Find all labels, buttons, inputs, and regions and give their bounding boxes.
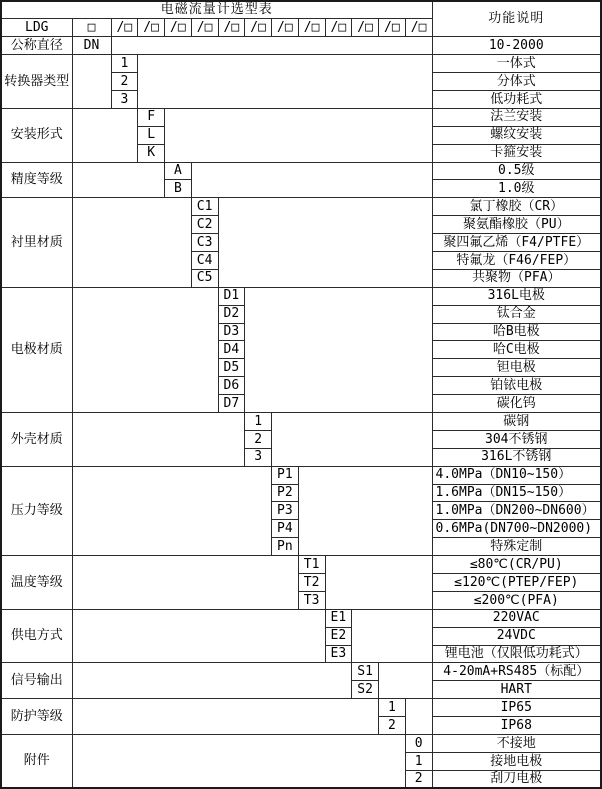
desc-cell: IP65 xyxy=(432,699,601,717)
code-cell: T2 xyxy=(298,574,325,592)
desc-cell: 氯丁橡胶（CR） xyxy=(432,198,601,216)
desc-cell: 10-2000 xyxy=(432,37,601,55)
spacer-cell xyxy=(72,412,245,466)
code-cell: 0 xyxy=(405,735,432,753)
code-cell: C3 xyxy=(191,234,218,252)
code-slot: /□ xyxy=(352,19,379,37)
desc-cell: 碳化钨 xyxy=(432,395,601,413)
desc-cell: ≤120℃(PTEP/FEP) xyxy=(432,574,601,592)
desc-cell: 法兰安装 xyxy=(432,108,601,126)
code-cell: K xyxy=(138,144,165,162)
code-cell: Pn xyxy=(272,538,299,556)
code-slot: /□ xyxy=(405,19,432,37)
desc-cell: 碳钢 xyxy=(432,412,601,430)
desc-cell: 1.0MPa（DN200~DN600） xyxy=(432,502,601,520)
group-label-nominal-diameter: 公称直径 xyxy=(1,37,72,55)
code-cell: P4 xyxy=(272,520,299,538)
code-cell: A xyxy=(165,162,192,180)
function-column-header: 功能说明 xyxy=(432,1,601,37)
desc-cell: 0.6MPa(DN700~DN2000) xyxy=(432,520,601,538)
desc-cell: 316L电极 xyxy=(432,287,601,305)
spacer-cell xyxy=(218,198,432,287)
desc-cell: 4.0MPa（DN10~150） xyxy=(432,466,601,484)
code-cell: 1 xyxy=(405,752,432,770)
desc-cell: 聚氨酯橡胶（PU） xyxy=(432,216,601,234)
code-cell: S1 xyxy=(352,663,379,681)
code-cell: C1 xyxy=(191,198,218,216)
spacer-cell xyxy=(72,466,272,555)
desc-cell: 316L不锈钢 xyxy=(432,448,601,466)
group-label-lining: 衬里材质 xyxy=(1,198,72,287)
code-cell: T3 xyxy=(298,591,325,609)
desc-cell: 1.6MPa（DN15~150） xyxy=(432,484,601,502)
code-slot: /□ xyxy=(165,19,192,37)
spacer-cell xyxy=(72,198,191,287)
group-label-pressure: 压力等级 xyxy=(1,466,72,555)
group-label-protection: 防护等级 xyxy=(1,699,72,735)
desc-cell: 哈B电极 xyxy=(432,323,601,341)
code-slot: /□ xyxy=(325,19,352,37)
code-slot: /□ xyxy=(138,19,165,37)
spacer-cell xyxy=(272,412,433,466)
code-cell: 2 xyxy=(111,73,138,91)
desc-cell: 24VDC xyxy=(432,627,601,645)
desc-cell: 1.0级 xyxy=(432,180,601,198)
code-cell: D7 xyxy=(218,395,245,413)
desc-cell: ≤80℃(CR/PU) xyxy=(432,556,601,574)
desc-cell: 分体式 xyxy=(432,73,601,91)
spacer-cell xyxy=(111,37,432,55)
code-cell: 2 xyxy=(245,430,272,448)
code-cell: P2 xyxy=(272,484,299,502)
spacer-cell xyxy=(352,609,432,663)
group-label-accuracy: 精度等级 xyxy=(1,162,72,198)
code-cell: C4 xyxy=(191,251,218,269)
code-slot: /□ xyxy=(218,19,245,37)
code-cell: 3 xyxy=(245,448,272,466)
desc-cell: 不接地 xyxy=(432,735,601,753)
code-cell: E3 xyxy=(325,645,352,663)
desc-cell: 一体式 xyxy=(432,55,601,73)
dn-code-slot: □ xyxy=(72,19,111,37)
spacer-cell xyxy=(72,735,405,789)
code-cell: 3 xyxy=(111,90,138,108)
desc-cell: 特殊定制 xyxy=(432,538,601,556)
spacer-cell xyxy=(298,466,432,555)
code-cell: P1 xyxy=(272,466,299,484)
desc-cell: 特氟龙（F46/FEP） xyxy=(432,251,601,269)
table-title: 电磁流量计选型表 xyxy=(1,1,432,19)
code-slot: /□ xyxy=(245,19,272,37)
desc-cell: 螺纹安装 xyxy=(432,126,601,144)
code-cell: D1 xyxy=(218,287,245,305)
desc-cell: 304不锈钢 xyxy=(432,430,601,448)
code-cell: D2 xyxy=(218,305,245,323)
code-slot: /□ xyxy=(191,19,218,37)
spacer-cell xyxy=(138,55,432,109)
desc-cell: HART xyxy=(432,681,601,699)
spacer-cell xyxy=(245,287,432,412)
code-cell: C5 xyxy=(191,269,218,287)
desc-cell: ≤200℃(PFA) xyxy=(432,591,601,609)
desc-cell: 哈C电极 xyxy=(432,341,601,359)
code-slot: /□ xyxy=(272,19,299,37)
desc-cell: 铂铱电极 xyxy=(432,377,601,395)
desc-cell: 钽电极 xyxy=(432,359,601,377)
desc-cell: 刮刀电极 xyxy=(432,770,601,788)
group-label-housing: 外壳材质 xyxy=(1,412,72,466)
desc-cell: 锂电池（仅限低功耗式） xyxy=(432,645,601,663)
code-cell: 1 xyxy=(111,55,138,73)
code-cell: D3 xyxy=(218,323,245,341)
group-label-accessories: 附件 xyxy=(1,735,72,789)
spacer-cell xyxy=(72,699,379,735)
code-cell: C2 xyxy=(191,216,218,234)
code-cell: T1 xyxy=(298,556,325,574)
code-cell: 2 xyxy=(379,717,406,735)
desc-cell: 4-20mA+RS485（标配） xyxy=(432,663,601,681)
spacer-cell xyxy=(72,287,218,412)
desc-cell: 聚四氟乙烯（F4/PTFE） xyxy=(432,234,601,252)
spacer-cell xyxy=(165,108,433,162)
code-cell: B xyxy=(165,180,192,198)
code-slot: /□ xyxy=(111,19,138,37)
spacer-cell xyxy=(379,663,433,699)
spacer-cell xyxy=(72,556,298,610)
group-label-power-supply: 供电方式 xyxy=(1,609,72,663)
desc-cell: IP68 xyxy=(432,717,601,735)
code-slot: /□ xyxy=(298,19,325,37)
model-prefix: LDG xyxy=(1,19,72,37)
spacer-cell xyxy=(72,609,325,663)
code-cell: S2 xyxy=(352,681,379,699)
code-cell: 1 xyxy=(245,412,272,430)
group-label-installation: 安装形式 xyxy=(1,108,72,162)
code-cell: D5 xyxy=(218,359,245,377)
desc-cell: 钛合金 xyxy=(432,305,601,323)
code-cell: 2 xyxy=(405,770,432,788)
desc-cell: 共聚物（PFA） xyxy=(432,269,601,287)
desc-cell: 220VAC xyxy=(432,609,601,627)
spacer-cell xyxy=(72,108,138,162)
spacer-cell xyxy=(325,556,432,610)
group-label-electrode: 电极材质 xyxy=(1,287,72,412)
spacer-cell xyxy=(405,699,432,735)
desc-cell: 0.5级 xyxy=(432,162,601,180)
spacer-cell xyxy=(72,55,111,109)
code-cell: 1 xyxy=(379,699,406,717)
code-cell: L xyxy=(138,126,165,144)
desc-cell: 接地电极 xyxy=(432,752,601,770)
desc-cell: 卡箍安装 xyxy=(432,144,601,162)
spacer-cell xyxy=(191,162,432,198)
spacer-cell xyxy=(72,162,165,198)
code-cell: D6 xyxy=(218,377,245,395)
group-label-converter-type: 转换器类型 xyxy=(1,55,72,109)
code-cell: P3 xyxy=(272,502,299,520)
group-label-temperature: 温度等级 xyxy=(1,556,72,610)
group-label-signal-output: 信号输出 xyxy=(1,663,72,699)
desc-cell: 低功耗式 xyxy=(432,90,601,108)
code-cell: E2 xyxy=(325,627,352,645)
code-slot: /□ xyxy=(379,19,406,37)
code-cell: D4 xyxy=(218,341,245,359)
code-cell: F xyxy=(138,108,165,126)
code-cell: DN xyxy=(72,37,111,55)
code-cell: E1 xyxy=(325,609,352,627)
spacer-cell xyxy=(72,663,352,699)
